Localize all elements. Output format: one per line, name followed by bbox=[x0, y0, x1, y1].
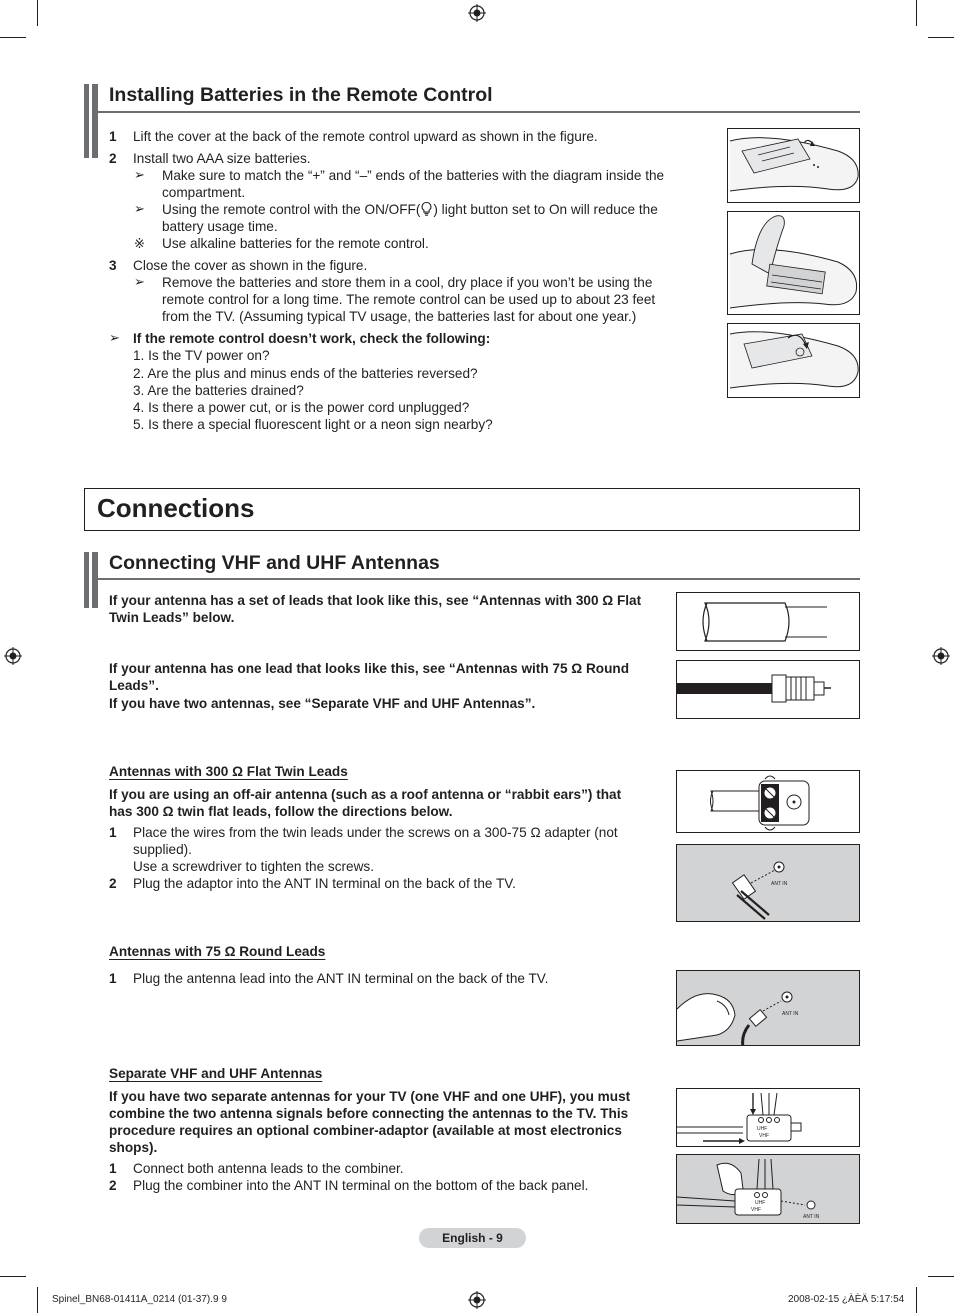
remote-insert-batteries-figure bbox=[727, 211, 860, 315]
adapter-screws-figure bbox=[676, 770, 860, 833]
intro-text: Twin Leads” below. bbox=[109, 610, 235, 625]
crop-mark bbox=[37, 0, 38, 26]
remote-open-cover-figure bbox=[727, 128, 860, 203]
step-text: Use a screwdriver to tighten the screws. bbox=[133, 859, 375, 874]
step-number: 3 bbox=[109, 258, 117, 273]
step-text: Plug the antenna lead into the ANT IN terminal on the back of the TV. bbox=[133, 971, 549, 986]
remote-close-cover-figure bbox=[727, 323, 860, 398]
footer-timestamp: 2008-02-15 ¿ÀÈÄ 5:17:54 bbox=[788, 1294, 905, 1305]
lead-text: procedure requires an optional combiner-adaptor (available at most electronics bbox=[109, 1123, 622, 1138]
check-item: 5. Is there a special fluorescent light or a neon sign nearby? bbox=[133, 417, 493, 432]
crop-mark bbox=[0, 1276, 26, 1277]
connections-header-box bbox=[84, 488, 860, 531]
uhf-label: UHF bbox=[755, 1200, 766, 1206]
adapter-to-ant-in-figure bbox=[676, 844, 860, 922]
step-number: 1 bbox=[109, 1161, 117, 1176]
arrow-icon: ➢ bbox=[134, 167, 145, 182]
crop-mark bbox=[916, 1287, 917, 1313]
step-text: Plug the adaptor into the ANT IN terminal on the back of the TV. bbox=[133, 876, 516, 891]
step-text: Plug the combiner into the ANT IN terminal on the bottom of the back panel. bbox=[133, 1178, 589, 1193]
arrow-icon: ➢ bbox=[109, 330, 120, 345]
heading-rule bbox=[98, 578, 860, 580]
connections-title: Connections bbox=[97, 493, 255, 523]
note-text: Make sure to match the “+” and “–” ends of the batteries with the diagram inside the bbox=[162, 168, 665, 183]
light-bulb-icon bbox=[420, 201, 433, 216]
section-title-antennas: Connecting VHF and UHF Antennas bbox=[109, 552, 440, 574]
note-text: compartment. bbox=[162, 185, 246, 200]
step-number: 1 bbox=[109, 129, 117, 144]
registration-mark-icon bbox=[468, 4, 486, 22]
heading-rule bbox=[98, 111, 860, 113]
arrow-icon: ➢ bbox=[134, 274, 145, 289]
intro-text: If you have two antennas, see “Separate VHF and UHF Antennas”. bbox=[109, 696, 536, 711]
step-number: 2 bbox=[109, 1178, 117, 1193]
lead-text: has 300 Ω twin flat leads, follow the directions below. bbox=[109, 804, 453, 819]
ant-in-label: ANT IN bbox=[803, 1214, 820, 1220]
section-bar bbox=[84, 552, 98, 608]
note-icon: ※ bbox=[134, 236, 145, 251]
crop-mark bbox=[928, 1276, 954, 1277]
step-number: 1 bbox=[109, 971, 117, 986]
intro-text: Leads”. bbox=[109, 678, 159, 693]
check-item: 1. Is the TV power on? bbox=[133, 348, 270, 363]
step-number: 2 bbox=[109, 151, 117, 166]
step-text: Lift the cover at the back of the remote control upward as shown in the figure. bbox=[133, 129, 598, 144]
step-text: Connect both antenna leads to the combiner. bbox=[133, 1161, 404, 1176]
note-text: Using the remote control with the ON/OFF( ) light button set to On will reduce the bbox=[162, 202, 658, 217]
combiner-figure bbox=[676, 1088, 860, 1147]
ant-in-label: ANT IN bbox=[771, 881, 788, 887]
check-item: 3. Are the batteries drained? bbox=[133, 383, 304, 398]
step-text: Install two AAA size batteries. bbox=[133, 151, 311, 166]
registration-mark-icon bbox=[932, 647, 950, 665]
check-item: 2. Are the plus and minus ends of the batteries reversed? bbox=[133, 366, 478, 381]
step-number: 2 bbox=[109, 876, 117, 891]
note-text: remote control for a long time. The remote control can be used up to about 23 feet bbox=[162, 292, 656, 307]
crop-mark bbox=[0, 37, 26, 38]
crop-mark bbox=[916, 0, 917, 26]
arrow-icon: ➢ bbox=[134, 201, 145, 216]
lead-text: combine the two antenna signals before connecting the antennas to the TV. This bbox=[109, 1106, 629, 1121]
step-number: 1 bbox=[109, 825, 117, 840]
page-number-label: English - 9 bbox=[419, 1228, 526, 1248]
step-text: Close the cover as shown in the figure. bbox=[133, 258, 368, 273]
lead-text: If you are using an off-air antenna (such as a roof antenna or “rabbit ears”) that bbox=[109, 787, 622, 802]
vhf-label: VHF bbox=[759, 1133, 769, 1139]
check-item: 4. Is there a power cut, or is the power cord unplugged? bbox=[133, 400, 470, 415]
footer-file-info: Spinel_BN68-01411A_0214 (01-37).9 9 bbox=[52, 1294, 227, 1305]
subheading-separate: Separate VHF and UHF Antennas bbox=[109, 1066, 323, 1081]
note-text: Use alkaline batteries for the remote control. bbox=[162, 236, 429, 251]
lead-text: shops). bbox=[109, 1140, 158, 1155]
section-bar bbox=[84, 84, 98, 158]
subheading-round-leads: Antennas with 75 Ω Round Leads bbox=[109, 944, 326, 959]
intro-text: If your antenna has a set of leads that look like this, see “Antennas with 300 Ω Flat bbox=[109, 593, 642, 608]
combiner-to-ant-in-figure bbox=[676, 1154, 860, 1224]
round-lead-figure bbox=[676, 660, 860, 719]
lead-text: If you have two separate antennas for your TV (one VHF and one UHF), you must bbox=[109, 1089, 631, 1104]
round-lead-to-ant-in-figure bbox=[676, 970, 860, 1046]
subheading-flat-twin: Antennas with 300 Ω Flat Twin Leads bbox=[109, 764, 348, 779]
vhf-label: VHF bbox=[751, 1207, 761, 1213]
crop-mark bbox=[928, 37, 954, 38]
ant-in-label: ANT IN bbox=[782, 1011, 799, 1017]
crop-mark bbox=[37, 1287, 38, 1313]
note-text: from the TV. (Assuming typical TV usage, the batteries last for about one year.) bbox=[162, 309, 637, 324]
step-text: supplied). bbox=[133, 842, 192, 857]
uhf-label: UHF bbox=[757, 1126, 768, 1132]
intro-text: If your antenna has one lead that looks like this, see “Antennas with 75 Ω Round bbox=[109, 661, 630, 676]
note-text: Remove the batteries and store them in a cool, dry place if you won’t be using the bbox=[162, 275, 653, 290]
registration-mark-icon bbox=[4, 647, 22, 665]
note-text: battery usage time. bbox=[162, 219, 278, 234]
flat-twin-lead-figure bbox=[676, 592, 860, 651]
step-text: Place the wires from the twin leads under the screws on a 300-75 Ω adapter (not bbox=[133, 825, 618, 840]
check-title: If the remote control doesn’t work, check the following: bbox=[133, 331, 491, 346]
section-title-batteries: Installing Batteries in the Remote Control bbox=[109, 84, 493, 106]
registration-mark-icon bbox=[468, 1291, 486, 1309]
